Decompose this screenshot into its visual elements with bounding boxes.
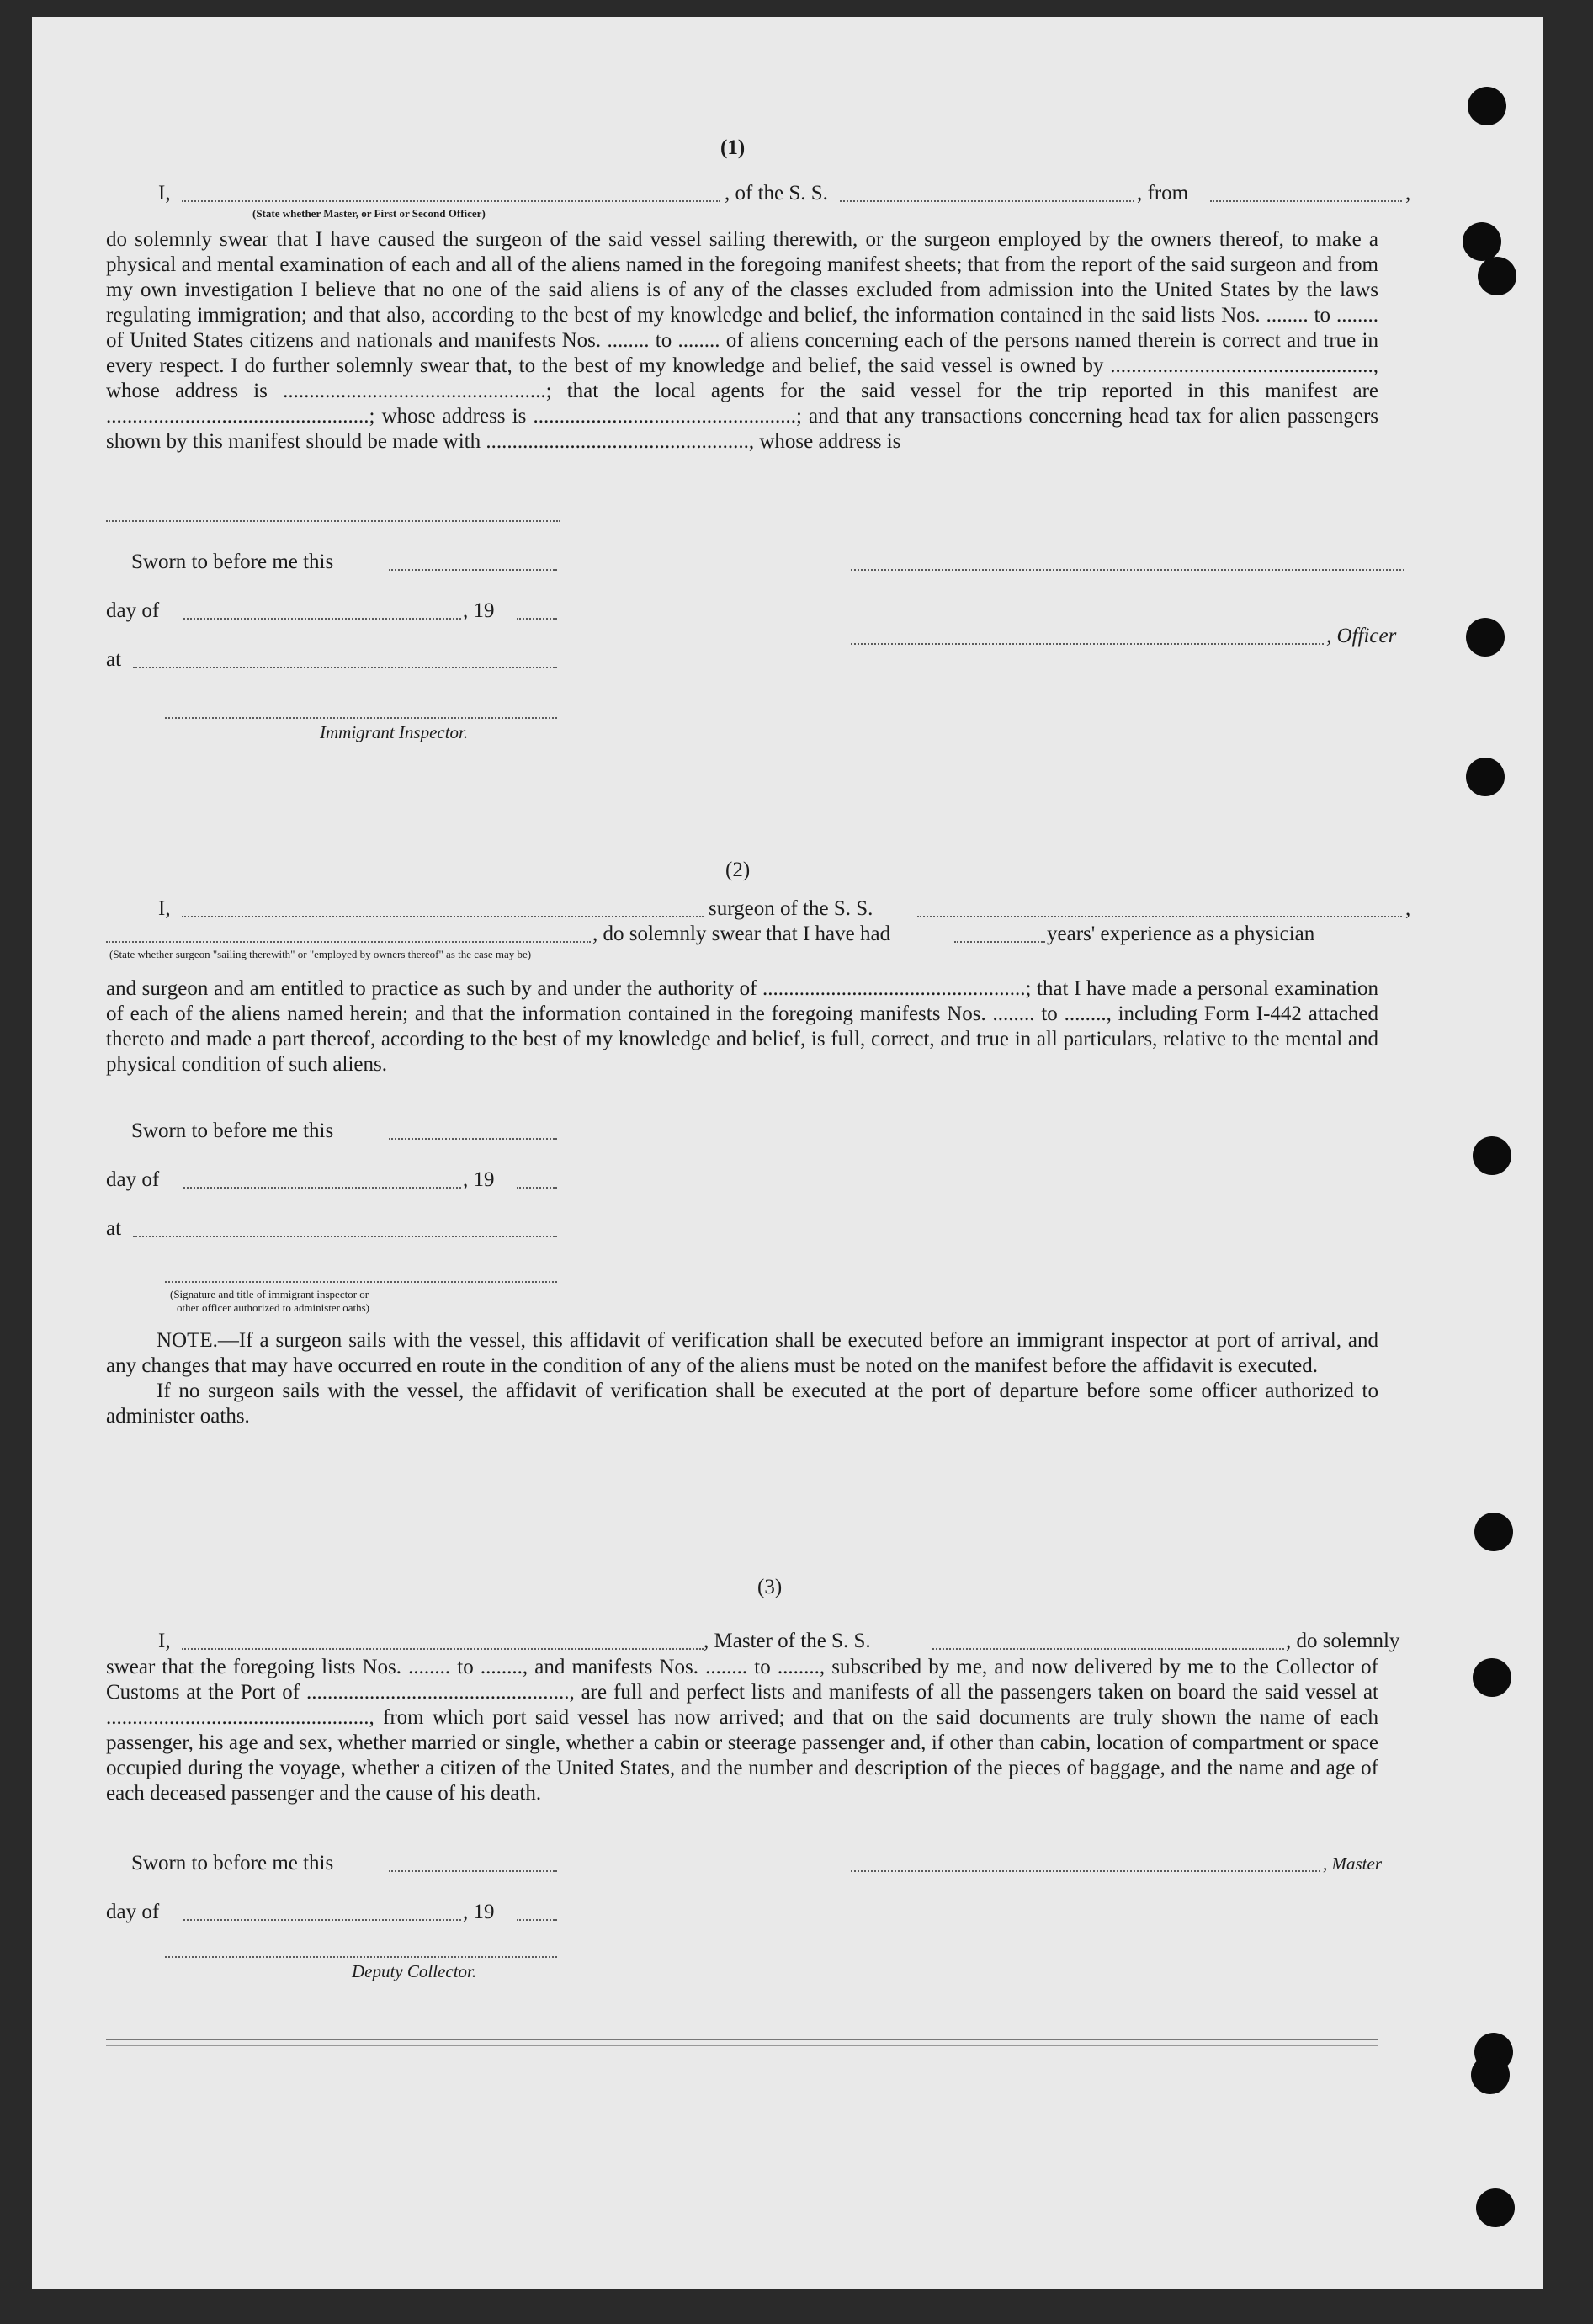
officer-signature-field[interactable] bbox=[851, 643, 1324, 645]
surgeon-of-label: surgeon of the S. S. bbox=[709, 897, 873, 920]
section-3-body: swear that the foregoing lists Nos. ........ to ........, and manifests Nos. ........ to ........, subscribed by me, and now delivered by me to the Collector of Customs at the Port of .................................................., are full and perfect lists and manifests of all the passengers taken on board the said vessel at .................................................., from which port said vessel has now arrived; and that on the said documents are truly shown the name of each passenger, his age and sex, whether married or single, whether a cabin or steerage passenger and, if other than cabin, location of compartment or space occupied during the voyage, whether a citizen of the United States, and the number and description of the pieces of baggage, and the name and age of each deceased passenger and the cause of his death. bbox=[106, 1656, 1378, 1805]
note-paragraph-2: If no surgeon sails with the vessel, the affidavit of verification shall be executed at the port of departure before some officer authorized to administer oaths. bbox=[106, 1380, 1378, 1428]
section-2-i-label: I, bbox=[158, 897, 171, 920]
years-experience-label: years' experience as a physician bbox=[1047, 923, 1315, 945]
master-signature-field[interactable] bbox=[851, 1870, 1320, 1872]
punch-hole bbox=[1471, 2055, 1510, 2094]
section-2-at: at bbox=[106, 1217, 122, 1240]
sworn-date-field[interactable] bbox=[389, 1138, 557, 1140]
punch-hole bbox=[1468, 87, 1506, 125]
authorized-signature-field[interactable] bbox=[165, 1281, 557, 1283]
surgeon-name-field[interactable] bbox=[182, 916, 704, 917]
signature-note-line-1: (Signature and title of immigrant inspector or bbox=[170, 1288, 369, 1300]
trailing-comma: , bbox=[1405, 897, 1411, 920]
day-of-field[interactable] bbox=[183, 1187, 461, 1189]
punch-hole bbox=[1466, 758, 1505, 796]
at-field[interactable] bbox=[133, 667, 557, 668]
note-paragraph-1: NOTE.—If a surgeon sails with the vessel, this affidavit of verification shall be executed before an immigrant inspector at port of arrival, and any changes that may have occurred en route in the condition of any of the aliens must be noted on the manifest before the affidavit is executed. bbox=[106, 1329, 1378, 1377]
at-field[interactable] bbox=[133, 1236, 557, 1237]
punch-hole bbox=[1463, 222, 1501, 261]
section-1-i-label: I, bbox=[158, 182, 171, 205]
officer-label: , Officer bbox=[1326, 625, 1397, 647]
section-3-i-label: I, bbox=[158, 1630, 171, 1652]
sworn-date-field[interactable] bbox=[389, 569, 557, 571]
surgeon-type-field[interactable] bbox=[106, 941, 591, 943]
year-field[interactable] bbox=[517, 1187, 557, 1189]
section-3-year: , 19 bbox=[463, 1901, 495, 1923]
bottom-rule bbox=[106, 2039, 1378, 2040]
master-vessel-field[interactable] bbox=[932, 1648, 1284, 1650]
deputy-signature-field[interactable] bbox=[165, 1956, 557, 1958]
note-block bbox=[106, 1328, 1378, 1429]
punch-hole bbox=[1473, 1658, 1511, 1697]
section-2-sworn: Sworn to before me this bbox=[131, 1119, 334, 1142]
section-3-sworn: Sworn to before me this bbox=[131, 1852, 334, 1875]
officer-rank-field[interactable] bbox=[182, 200, 720, 202]
from-label: , from bbox=[1137, 182, 1189, 205]
signature-note-line-2: other officer authorized to administer oaths) bbox=[177, 1301, 369, 1314]
departure-port-field[interactable] bbox=[1210, 200, 1402, 202]
punch-hole bbox=[1478, 257, 1516, 295]
surgeon-type-note: (State whether surgeon "sailing therewith" or "employed by owners thereof" as the case may be) bbox=[109, 948, 532, 960]
year-field[interactable] bbox=[517, 1919, 557, 1921]
bottom-rule-thin bbox=[106, 2045, 1378, 2046]
section-2-body: and surgeon and am entitled to practice as such by and under the authority of ..................................................; that I have made a personal examination of each of the aliens named herein; and that the information contained in the foregoing manifests Nos. ........ to ........, including Form I-442 attached thereto and made a part thereof, according to the best of my knowledge and belief, is full, correct, and true in all particulars, relative to the mental and physical condition of such aliens. bbox=[106, 977, 1378, 1076]
punch-hole bbox=[1476, 2188, 1515, 2227]
section-1-at: at bbox=[106, 648, 122, 671]
section-1-day-of: day of bbox=[106, 599, 160, 622]
day-of-field[interactable] bbox=[183, 1919, 461, 1921]
section-1-year: , 19 bbox=[463, 599, 495, 622]
manifest-verification-page bbox=[32, 17, 1543, 2289]
inspector-signature-field[interactable] bbox=[165, 717, 557, 719]
trailing-comma: , bbox=[1405, 182, 1411, 205]
surgeon-vessel-field[interactable] bbox=[917, 916, 1402, 917]
section-3-number: (3) bbox=[757, 1576, 783, 1598]
punch-hole bbox=[1466, 618, 1505, 657]
punch-hole bbox=[1473, 1136, 1511, 1175]
master-label: , Master bbox=[1323, 1853, 1382, 1874]
year-field[interactable] bbox=[517, 618, 557, 620]
sworn-date-field[interactable] bbox=[389, 1870, 557, 1872]
day-of-field[interactable] bbox=[183, 618, 461, 620]
punch-hole bbox=[1474, 1513, 1513, 1551]
vessel-name-field[interactable] bbox=[840, 200, 1134, 202]
years-experience-field[interactable] bbox=[954, 941, 1045, 943]
deputy-collector-label: Deputy Collector. bbox=[352, 1961, 477, 1981]
section-1-number: (1) bbox=[720, 136, 746, 159]
of-the-ss-label: , of the S. S. bbox=[725, 182, 828, 205]
section-2-number: (2) bbox=[725, 859, 751, 881]
do-solemnly-label: , do solemnly swear that I have had bbox=[592, 923, 891, 945]
section-2-day-of: day of bbox=[106, 1168, 160, 1191]
section-1-sworn: Sworn to before me this bbox=[131, 550, 334, 573]
section-2-year: , 19 bbox=[463, 1168, 495, 1191]
signature-separator bbox=[106, 520, 560, 522]
section-1-body: do solemnly swear that I have caused the surgeon of the said vessel sailing therewith, or the surgeon employed by the owners thereof, to make a physical and mental examination of each and all of the aliens named in the foregoing manifest sheets; that from the report of the said surgeon and from my own investigation I believe that no one of the said aliens is of any of the classes excluded from admission into the United States by the laws regulating immigration; and that also, according to the best of my knowledge and belief, the information contained in the said lists Nos. ........ to ........ of United States citizens and nationals and manifests Nos. ........ to ........ of aliens concerning each of the persons named therein is correct and true in every respect. I do further solemnly swear that, to the best of my knowledge and belief, the said vessel is owned by .................................................., whose address is ..................................................; that the local agents for the said vessel for the trip reported in this manifest are ..................................................; whose address is ..................................................; and that any transactions concerning head tax for alien passengers shown by this manifest should be made with .................................................., whose address is bbox=[106, 228, 1378, 453]
immigrant-inspector-label: Immigrant Inspector. bbox=[320, 722, 469, 742]
master-name-field[interactable] bbox=[182, 1648, 704, 1650]
section-3-day-of: day of bbox=[106, 1901, 160, 1923]
master-signature-field[interactable] bbox=[851, 569, 1404, 571]
do-solemnly-label: , do solemnly bbox=[1286, 1630, 1400, 1652]
state-whether-note: (State whether Master, or First or Second Officer) bbox=[252, 207, 486, 220]
master-of-label: , Master of the S. S. bbox=[704, 1630, 871, 1652]
